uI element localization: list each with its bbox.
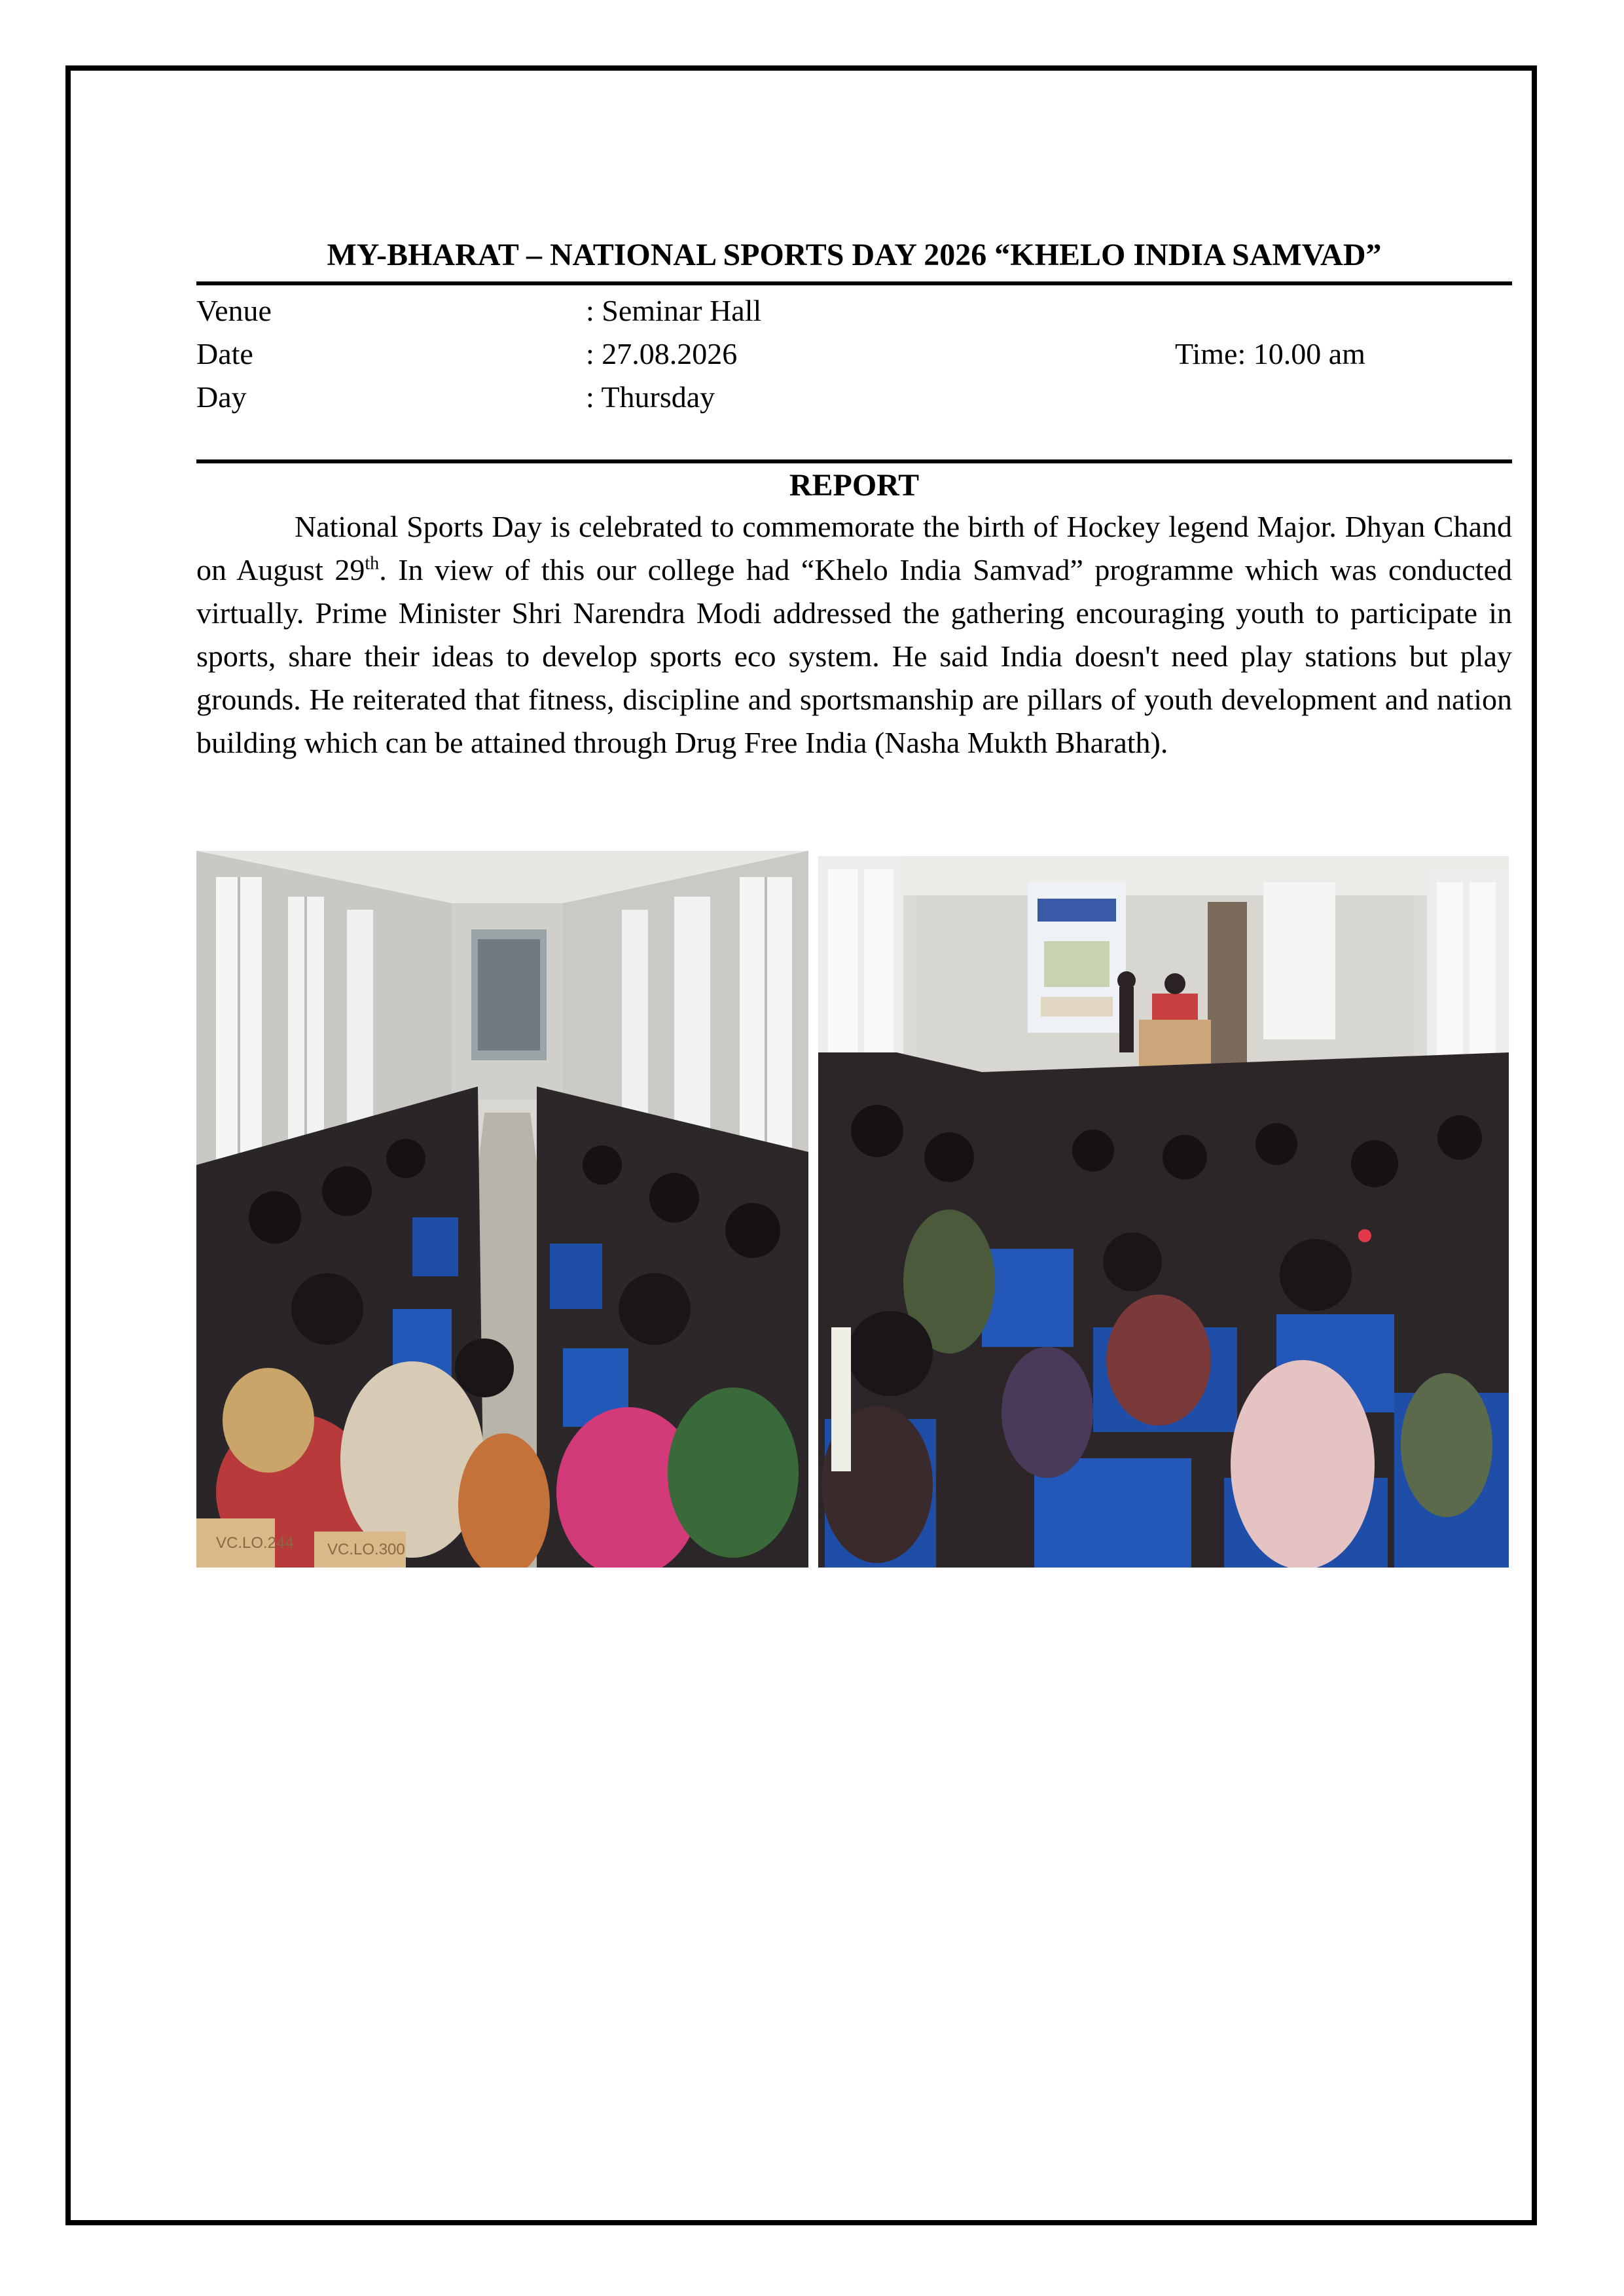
- report-paragraph: [196, 505, 1512, 764]
- chair-tag-1: VC.LO.244: [216, 1534, 294, 1552]
- day-label: Day: [196, 380, 247, 414]
- day-value: : Thursday: [586, 380, 715, 414]
- report-text-part1: National Sports Day is celebrated to commemorate the birth of Hockey legend Major. Dhyan Chand on August 29: [196, 510, 1512, 586]
- event-photos: [196, 851, 1509, 1568]
- report-text-part2: . In view of this our college had “Khelo India Samvad” programme which was conducted virtually. Prime Minister Shri Narendra Modi addressed the gathering encouraging youth to participate in sports, share their ideas to develop sports eco system. He said India doesn't need play stations but play grounds. He reiterated that fitness, discipline and sportsmanship are pillars of youth development and nation building which can be attained through Drug Free India (Nasha Mukth Bharath).: [196, 553, 1512, 759]
- venue-value: : Seminar Hall: [586, 294, 762, 327]
- venue-row: [196, 289, 1512, 332]
- chair-tag-2: VC.LO.300: [327, 1541, 405, 1558]
- title-rule: [196, 281, 1512, 285]
- audience-photo-right-image: [818, 856, 1509, 1568]
- venue-label: Venue: [196, 294, 272, 327]
- day-row: [196, 376, 1512, 419]
- date-label: Date: [196, 337, 253, 370]
- document-title: MY-BHARAT – NATIONAL SPORTS DAY 2026 “KHELO INDIA SAMVAD”: [327, 238, 1382, 272]
- report-superscript: th: [365, 553, 380, 574]
- photo-audience-left: [196, 851, 808, 1568]
- details-rule: [196, 459, 1512, 463]
- audience-photo-left-image: [196, 851, 808, 1568]
- date-value: : 27.08.2026: [586, 337, 738, 370]
- photo-audience-right: [818, 856, 1509, 1568]
- event-details: [196, 289, 1512, 419]
- date-row: [196, 332, 1512, 376]
- document-content: [196, 236, 1512, 764]
- report-heading: REPORT: [789, 468, 920, 503]
- time-text: Time: 10.00 am: [1175, 337, 1365, 370]
